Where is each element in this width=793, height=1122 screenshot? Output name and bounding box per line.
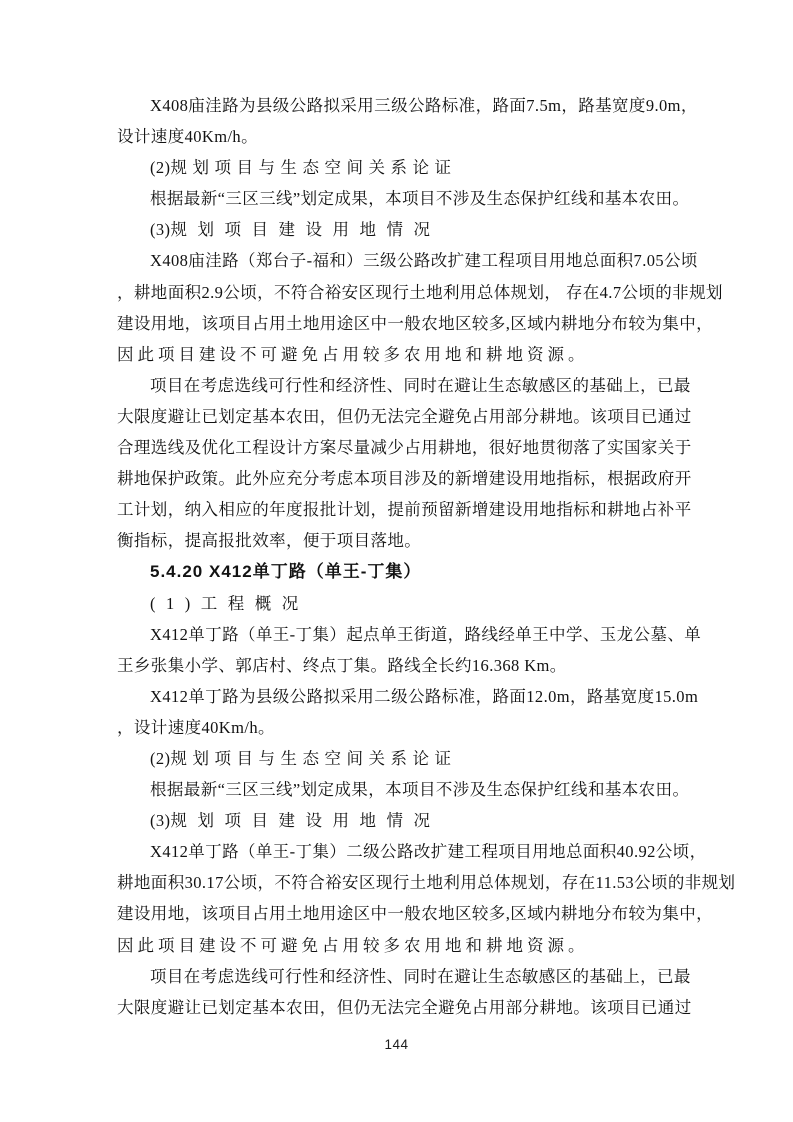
body-line: 建设用地，该项目占用土地用途区中一般农地区较多,区域内耕地分布较为集中， [117, 313, 714, 333]
section-heading-5-4-20: 5.4.20 X412单丁路（单王-丁集） [150, 562, 422, 582]
subsection-heading-land-use-x408: (3)规划项目建设用地情况 [150, 220, 441, 240]
body-line: X412单丁路（单王-丁集）起点单王街道，路线经单王中学、玉龙公墓、单 [150, 624, 702, 644]
body-line: 项目在考虑选线可行性和经济性、同时在避让生态敏感区的基础上，已最 [150, 966, 691, 986]
body-line: ，耕地面积2.9公顷，不符合裕安区现行土地利用总体规划， 存在4.7公顷的非规划 [117, 282, 723, 302]
body-line: X408庙洼路（郑台子-福和）三级公路改扩建工程项目用地总面积7.05公顷 [150, 251, 698, 271]
body-line: 衡指标，提高报批效率，便于项目落地。 [117, 531, 422, 551]
subsection-heading-eco-space-x408: (2)规划项目与生态空间关系论证 [150, 158, 457, 178]
text-block [117, 90, 736, 1023]
body-line: 设计速度40Km/h。 [117, 127, 258, 147]
subsection-heading-eco-space-x412: (2)规划项目与生态空间关系论证 [150, 748, 457, 768]
body-line: 王乡张集小学、郭店村、终点丁集。路线全长约16.368 Km。 [117, 655, 567, 675]
body-line: 项目在考虑选线可行性和经济性、同时在避让生态敏感区的基础上，已最 [150, 375, 691, 395]
body-line: 因此项目建设不可避免占用较多农用地和耕地资源。 [117, 344, 589, 364]
body-line: X408庙洼路为县级公路拟采用三级公路标准，路面7.5m，路基宽度9.0m， [150, 96, 698, 115]
body-line: X412单丁路为县级公路拟采用二级公路标准，路面12.0m，路基宽度15.0m [150, 686, 699, 706]
body-line: 根据最新“三区三线”划定成果，本项目不涉及生态保护红线和基本农田。 [150, 189, 690, 209]
subsection-heading-project-overview-x412: (1)工程概况 [150, 593, 309, 613]
page-number: 144 [384, 1037, 409, 1052]
subsection-heading-land-use-x412: (3)规划项目建设用地情况 [150, 811, 441, 831]
body-line: X412单丁路（单王-丁集）二级公路改扩建工程项目用地总面积40.92公顷， [150, 842, 707, 862]
body-line: ，设计速度40Km/h。 [117, 717, 275, 737]
body-line: 工计划，纳入相应的年度报批计划，提前预留新增建设用地指标和耕地占补平 [117, 500, 692, 520]
body-line: 耕地保护政策。此外应充分考虑本项目涉及的新增建设用地指标，根据政府开 [117, 469, 692, 489]
body-line: 大限度避让已划定基本农田，但仍无法完全避免占用部分耕地。该项目已通过 [117, 997, 692, 1017]
body-line: 耕地面积30.17公顷，不符合裕安区现行土地利用总体规划，存在11.53公顷的非规划 [117, 873, 736, 893]
body-line: 根据最新“三区三线”划定成果，本项目不涉及生态保护红线和基本农田。 [150, 780, 690, 800]
body-line: 因此项目建设不可避免占用较多农用地和耕地资源。 [117, 935, 589, 955]
body-line: 建设用地，该项目占用土地用途区中一般农地区较多,区域内耕地分布较为集中， [117, 904, 714, 924]
body-line: 合理选线及优化工程设计方案尽量减少占用耕地，很好地贯彻落了实国家关于 [117, 438, 692, 458]
body-line: 大限度避让已划定基本农田，但仍无法完全避免占用部分耕地。该项目已通过 [117, 406, 692, 426]
